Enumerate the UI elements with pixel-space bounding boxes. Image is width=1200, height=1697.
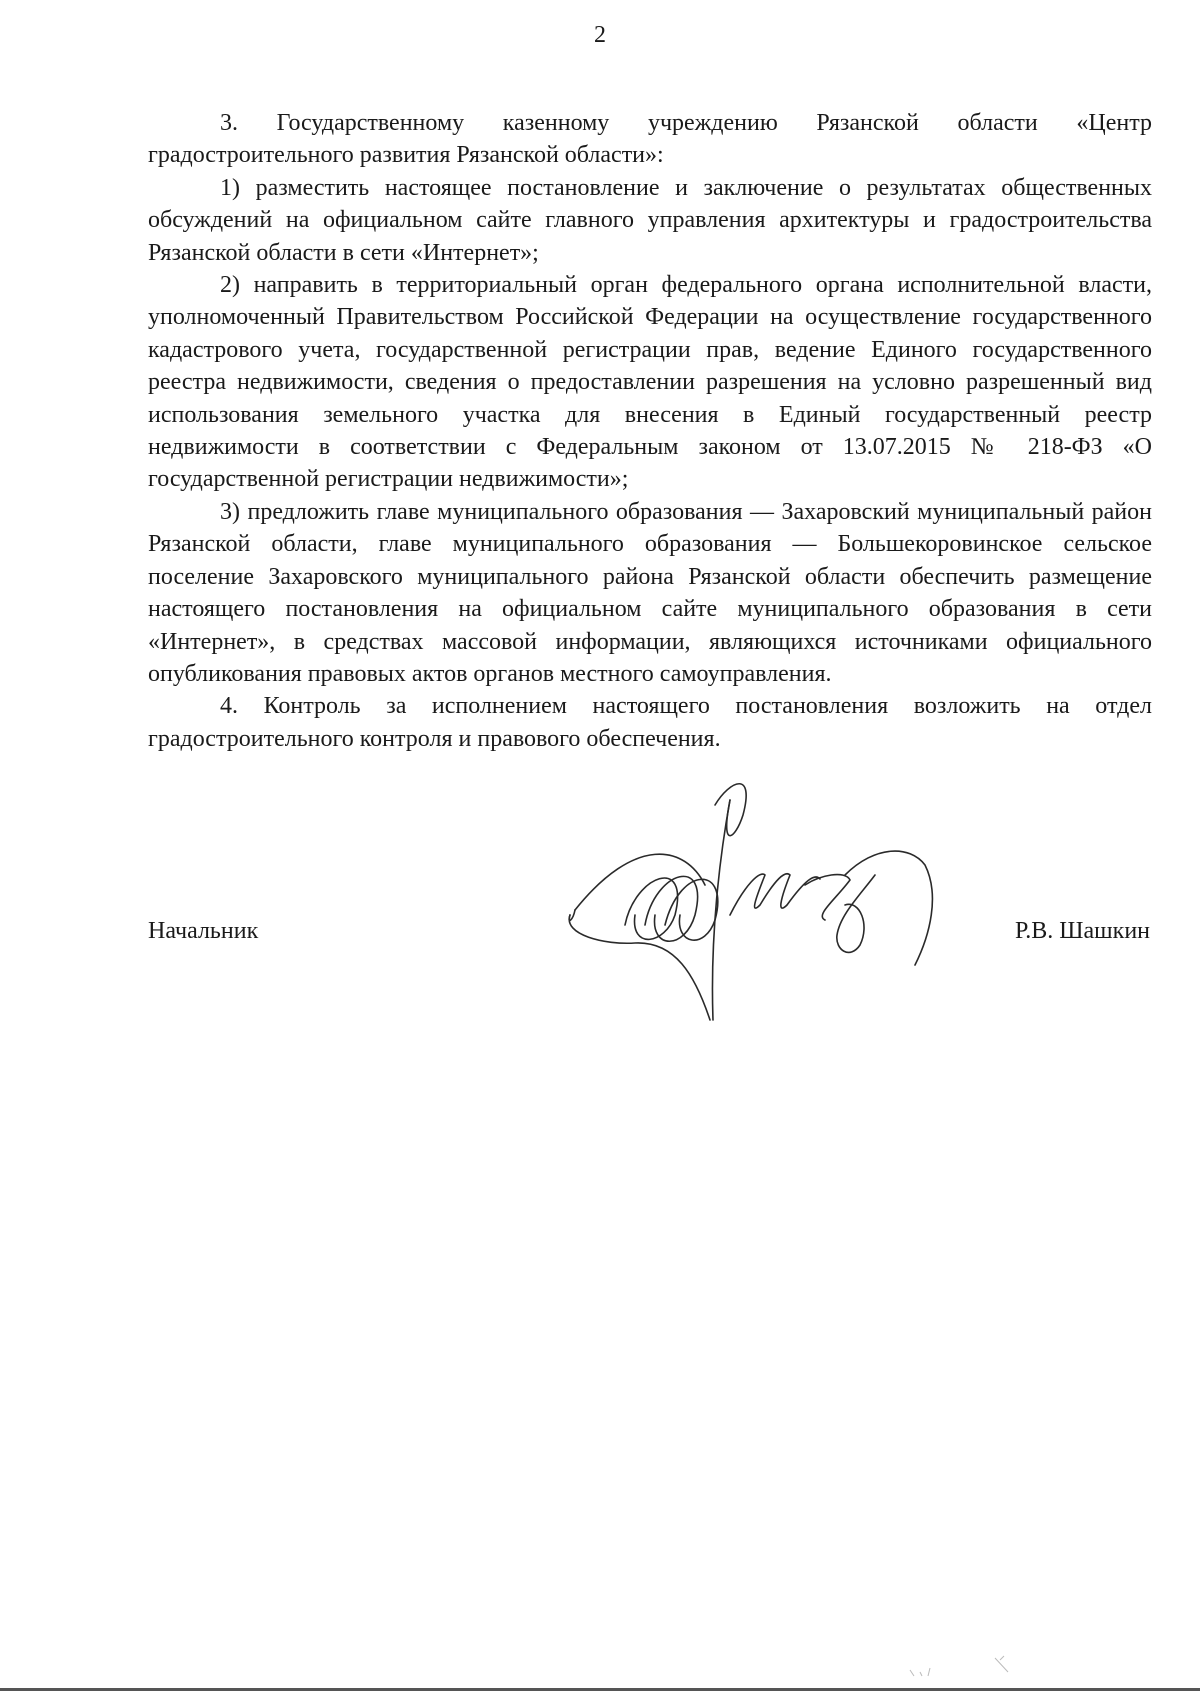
signatory-name: Р.В. Шашкин — [1014, 918, 1150, 944]
paragraph-item-3: 3. Государственному казенному учреждению Рязанской области «Центр градостроительного развития Рязанской области»: — [148, 110, 1152, 169]
paragraph-subitem-3: 3) предложить главе муниципального образования — Захаровский муниципальный район Рязанской области, главе муниципального образования — Большекоровинское сельское поселение Захаровского муниципального района Рязанской области обеспечить размещение настоящего постановления на официальном сайте муниципального образования в сети «Интернет», в средствах массовой информации, являющихся источниками официального опубликования правовых актов органов местного самоуправления. — [148, 498, 1152, 687]
scan-artifact-marks — [900, 1650, 1100, 1680]
paragraph-subitem-2: 2) направить в территориальный орган федерального органа исполнительной власти, уполномоченный Правительством Российской Федерации на осуществление государственного кадастрового учета, государственной регистрации прав, ведение Единого государственного реестра недвижимости, сведения о предоставлении разрешения на условно разрешенный вид использования земельного участка для внесения в Единый государственный реестр недвижимости в соответствии с Федеральным законом от 13.07.2015 № 218-ФЗ «О государственной регистрации недвижимости»; — [148, 272, 1152, 493]
paragraph-item-4: 4. Контроль за исполнением настоящего постановления возложить на отдел градостроительного контроля и правового обеспечения. — [148, 693, 1152, 752]
paragraph-subitem-1: 1) разместить настоящее постановление и заключение о результатах общественных обсуждений на официальном сайте главного управления архитектуры и градостроительства Рязанской области в сети «Интернет»; — [148, 174, 1152, 266]
page-bottom-rule — [0, 1688, 1200, 1691]
page-number: 2 — [594, 22, 606, 48]
handwritten-signature — [515, 775, 935, 1035]
document-body — [148, 107, 1152, 755]
signatory-title: Начальник — [148, 918, 259, 944]
